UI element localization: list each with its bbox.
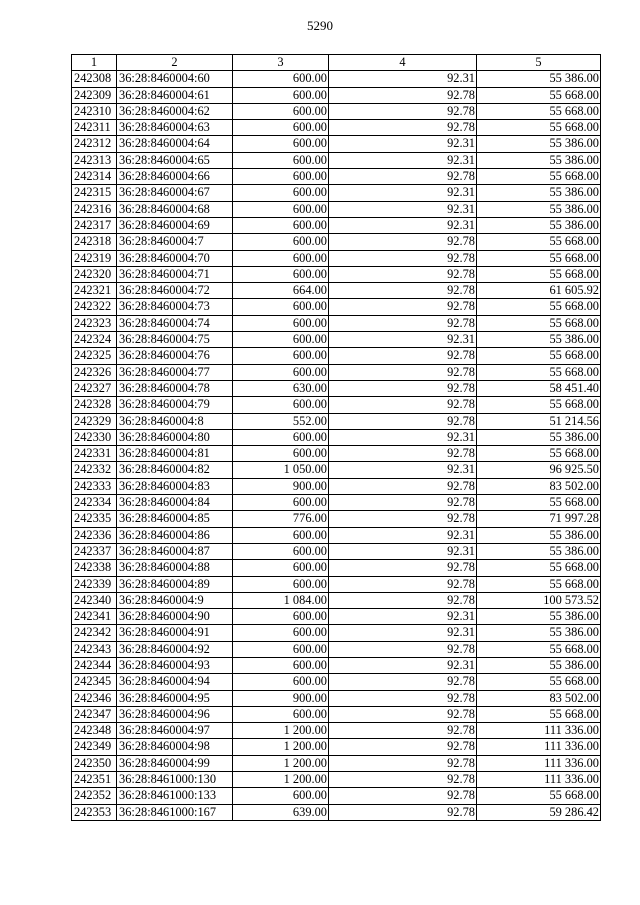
row-number-cell: 242316 bbox=[72, 201, 117, 217]
amount-cell: 55 386.00 bbox=[477, 429, 601, 445]
column-header: 4 bbox=[329, 55, 477, 71]
cadastral-number-cell: 36:28:8460004:99 bbox=[117, 755, 233, 771]
cadastral-number-cell: 36:28:8460004:86 bbox=[117, 527, 233, 543]
amount-cell: 83 502.00 bbox=[477, 690, 601, 706]
area-cell: 600.00 bbox=[233, 641, 329, 657]
area-cell: 600.00 bbox=[233, 169, 329, 185]
cadastral-number-cell: 36:28:8460004:75 bbox=[117, 332, 233, 348]
amount-cell: 55 386.00 bbox=[477, 625, 601, 641]
area-cell: 600.00 bbox=[233, 609, 329, 625]
cadastral-number-cell: 36:28:8460004:98 bbox=[117, 739, 233, 755]
rate-cell: 92.78 bbox=[329, 641, 477, 657]
table-row bbox=[72, 625, 601, 641]
rate-cell: 92.78 bbox=[329, 87, 477, 103]
row-number-cell: 242345 bbox=[72, 674, 117, 690]
rate-cell: 92.78 bbox=[329, 706, 477, 722]
row-number-cell: 242327 bbox=[72, 380, 117, 396]
row-number-cell: 242349 bbox=[72, 739, 117, 755]
rate-cell: 92.31 bbox=[329, 185, 477, 201]
amount-cell: 111 336.00 bbox=[477, 739, 601, 755]
row-number-cell: 242326 bbox=[72, 364, 117, 380]
area-cell: 600.00 bbox=[233, 429, 329, 445]
amount-cell: 71 997.28 bbox=[477, 511, 601, 527]
row-number-cell: 242352 bbox=[72, 788, 117, 804]
area-cell: 600.00 bbox=[233, 446, 329, 462]
amount-cell: 55 386.00 bbox=[477, 217, 601, 233]
cadastral-number-cell: 36:28:8460004:82 bbox=[117, 462, 233, 478]
cadastral-number-cell: 36:28:8460004:62 bbox=[117, 103, 233, 119]
amount-cell: 55 668.00 bbox=[477, 315, 601, 331]
row-number-cell: 242346 bbox=[72, 690, 117, 706]
table-row bbox=[72, 511, 601, 527]
cadastral-number-cell: 36:28:8461000:167 bbox=[117, 804, 233, 820]
amount-cell: 100 573.52 bbox=[477, 592, 601, 608]
cadastral-number-cell: 36:28:8460004:69 bbox=[117, 217, 233, 233]
rate-cell: 92.31 bbox=[329, 625, 477, 641]
cadastral-number-cell: 36:28:8460004:77 bbox=[117, 364, 233, 380]
cadastral-number-cell: 36:28:8460004:94 bbox=[117, 674, 233, 690]
area-cell: 900.00 bbox=[233, 478, 329, 494]
rate-cell: 92.31 bbox=[329, 217, 477, 233]
column-header: 2 bbox=[117, 55, 233, 71]
cadastral-number-cell: 36:28:8460004:76 bbox=[117, 348, 233, 364]
table-row bbox=[72, 380, 601, 396]
table-header-row bbox=[72, 55, 601, 71]
table-row bbox=[72, 462, 601, 478]
row-number-cell: 242353 bbox=[72, 804, 117, 820]
rate-cell: 92.78 bbox=[329, 413, 477, 429]
cadastral-number-cell: 36:28:8461000:130 bbox=[117, 772, 233, 788]
rate-cell: 92.31 bbox=[329, 462, 477, 478]
rate-cell: 92.78 bbox=[329, 576, 477, 592]
rate-cell: 92.78 bbox=[329, 495, 477, 511]
row-number-cell: 242309 bbox=[72, 87, 117, 103]
rate-cell: 92.78 bbox=[329, 723, 477, 739]
cadastral-number-cell: 36:28:8460004:72 bbox=[117, 283, 233, 299]
amount-cell: 55 668.00 bbox=[477, 250, 601, 266]
amount-cell: 55 386.00 bbox=[477, 201, 601, 217]
area-cell: 600.00 bbox=[233, 674, 329, 690]
rate-cell: 92.78 bbox=[329, 234, 477, 250]
cadastral-number-cell: 36:28:8460004:65 bbox=[117, 152, 233, 168]
rate-cell: 92.78 bbox=[329, 348, 477, 364]
area-cell: 552.00 bbox=[233, 413, 329, 429]
rate-cell: 92.78 bbox=[329, 674, 477, 690]
cadastral-number-cell: 36:28:8460004:66 bbox=[117, 169, 233, 185]
row-number-cell: 242329 bbox=[72, 413, 117, 429]
cadastral-number-cell: 36:28:8460004:90 bbox=[117, 609, 233, 625]
table-row bbox=[72, 495, 601, 511]
row-number-cell: 242342 bbox=[72, 625, 117, 641]
cadastral-number-cell: 36:28:8460004:87 bbox=[117, 543, 233, 559]
amount-cell: 55 386.00 bbox=[477, 71, 601, 87]
amount-cell: 55 386.00 bbox=[477, 332, 601, 348]
amount-cell: 55 668.00 bbox=[477, 120, 601, 136]
cadastral-number-cell: 36:28:8460004:93 bbox=[117, 657, 233, 673]
page-number: 5290 bbox=[307, 18, 333, 33]
area-cell: 600.00 bbox=[233, 706, 329, 722]
cadastral-number-cell: 36:28:8460004:7 bbox=[117, 234, 233, 250]
amount-cell: 58 451.40 bbox=[477, 380, 601, 396]
rate-cell: 92.31 bbox=[329, 657, 477, 673]
amount-cell: 55 386.00 bbox=[477, 609, 601, 625]
row-number-cell: 242332 bbox=[72, 462, 117, 478]
rate-cell: 92.31 bbox=[329, 543, 477, 559]
row-number-cell: 242314 bbox=[72, 169, 117, 185]
amount-cell: 55 668.00 bbox=[477, 706, 601, 722]
table-row bbox=[72, 641, 601, 657]
row-number-cell: 242308 bbox=[72, 71, 117, 87]
row-number-cell: 242333 bbox=[72, 478, 117, 494]
area-cell: 600.00 bbox=[233, 543, 329, 559]
amount-cell: 55 668.00 bbox=[477, 495, 601, 511]
row-number-cell: 242350 bbox=[72, 755, 117, 771]
amount-cell: 55 668.00 bbox=[477, 788, 601, 804]
table-row bbox=[72, 103, 601, 119]
rate-cell: 92.31 bbox=[329, 609, 477, 625]
rate-cell: 92.31 bbox=[329, 201, 477, 217]
row-number-cell: 242323 bbox=[72, 315, 117, 331]
area-cell: 600.00 bbox=[233, 560, 329, 576]
table-row bbox=[72, 543, 601, 559]
rate-cell: 92.31 bbox=[329, 152, 477, 168]
table-row bbox=[72, 348, 601, 364]
amount-cell: 96 925.50 bbox=[477, 462, 601, 478]
area-cell: 600.00 bbox=[233, 788, 329, 804]
cadastral-number-cell: 36:28:8461000:133 bbox=[117, 788, 233, 804]
cadastral-number-cell: 36:28:8460004:89 bbox=[117, 576, 233, 592]
area-cell: 600.00 bbox=[233, 234, 329, 250]
column-header: 3 bbox=[233, 55, 329, 71]
table-row bbox=[72, 364, 601, 380]
cadastral-number-cell: 36:28:8460004:64 bbox=[117, 136, 233, 152]
table-row bbox=[72, 169, 601, 185]
table-row bbox=[72, 299, 601, 315]
rate-cell: 92.31 bbox=[329, 71, 477, 87]
row-number-cell: 242336 bbox=[72, 527, 117, 543]
rate-cell: 92.31 bbox=[329, 136, 477, 152]
cadastral-number-cell: 36:28:8460004:67 bbox=[117, 185, 233, 201]
cadastral-number-cell: 36:28:8460004:88 bbox=[117, 560, 233, 576]
row-number-cell: 242340 bbox=[72, 592, 117, 608]
area-cell: 600.00 bbox=[233, 527, 329, 543]
amount-cell: 55 668.00 bbox=[477, 234, 601, 250]
amount-cell: 55 668.00 bbox=[477, 103, 601, 119]
amount-cell: 55 668.00 bbox=[477, 674, 601, 690]
table-row bbox=[72, 315, 601, 331]
row-number-cell: 242315 bbox=[72, 185, 117, 201]
row-number-cell: 242310 bbox=[72, 103, 117, 119]
table-row bbox=[72, 609, 601, 625]
area-cell: 600.00 bbox=[233, 266, 329, 282]
row-number-cell: 242337 bbox=[72, 543, 117, 559]
amount-cell: 55 668.00 bbox=[477, 576, 601, 592]
amount-cell: 55 668.00 bbox=[477, 560, 601, 576]
cadastral-number-cell: 36:28:8460004:81 bbox=[117, 446, 233, 462]
table-row bbox=[72, 152, 601, 168]
row-number-cell: 242311 bbox=[72, 120, 117, 136]
table-row bbox=[72, 234, 601, 250]
table-row bbox=[72, 804, 601, 820]
rate-cell: 92.78 bbox=[329, 266, 477, 282]
cadastral-number-cell: 36:28:8460004:78 bbox=[117, 380, 233, 396]
area-cell: 1 200.00 bbox=[233, 772, 329, 788]
amount-cell: 55 386.00 bbox=[477, 136, 601, 152]
rate-cell: 92.78 bbox=[329, 120, 477, 136]
area-cell: 600.00 bbox=[233, 152, 329, 168]
area-cell: 900.00 bbox=[233, 690, 329, 706]
row-number-cell: 242339 bbox=[72, 576, 117, 592]
cadastral-number-cell: 36:28:8460004:70 bbox=[117, 250, 233, 266]
area-cell: 600.00 bbox=[233, 136, 329, 152]
rate-cell: 92.78 bbox=[329, 804, 477, 820]
table-row bbox=[72, 576, 601, 592]
column-header: 5 bbox=[477, 55, 601, 71]
cadastral-number-cell: 36:28:8460004:68 bbox=[117, 201, 233, 217]
amount-cell: 61 605.92 bbox=[477, 283, 601, 299]
table-row bbox=[72, 217, 601, 233]
table-row bbox=[72, 478, 601, 494]
row-number-cell: 242348 bbox=[72, 723, 117, 739]
row-number-cell: 242351 bbox=[72, 772, 117, 788]
table-row bbox=[72, 592, 601, 608]
area-cell: 1 050.00 bbox=[233, 462, 329, 478]
table-row bbox=[72, 723, 601, 739]
table-row bbox=[72, 527, 601, 543]
cadastral-number-cell: 36:28:8460004:85 bbox=[117, 511, 233, 527]
area-cell: 639.00 bbox=[233, 804, 329, 820]
rate-cell: 92.78 bbox=[329, 592, 477, 608]
table-row bbox=[72, 772, 601, 788]
cadastral-number-cell: 36:28:8460004:97 bbox=[117, 723, 233, 739]
table-row bbox=[72, 788, 601, 804]
row-number-cell: 242335 bbox=[72, 511, 117, 527]
amount-cell: 111 336.00 bbox=[477, 723, 601, 739]
cadastral-number-cell: 36:28:8460004:73 bbox=[117, 299, 233, 315]
table-row bbox=[72, 657, 601, 673]
table-row bbox=[72, 120, 601, 136]
area-cell: 600.00 bbox=[233, 315, 329, 331]
row-number-cell: 242322 bbox=[72, 299, 117, 315]
row-number-cell: 242324 bbox=[72, 332, 117, 348]
table-row bbox=[72, 446, 601, 462]
rate-cell: 92.78 bbox=[329, 103, 477, 119]
rate-cell: 92.78 bbox=[329, 250, 477, 266]
row-number-cell: 242312 bbox=[72, 136, 117, 152]
row-number-cell: 242344 bbox=[72, 657, 117, 673]
amount-cell: 111 336.00 bbox=[477, 772, 601, 788]
area-cell: 600.00 bbox=[233, 299, 329, 315]
row-number-cell: 242313 bbox=[72, 152, 117, 168]
amount-cell: 55 668.00 bbox=[477, 169, 601, 185]
rate-cell: 92.78 bbox=[329, 739, 477, 755]
amount-cell: 55 668.00 bbox=[477, 641, 601, 657]
row-number-cell: 242325 bbox=[72, 348, 117, 364]
cadastral-number-cell: 36:28:8460004:92 bbox=[117, 641, 233, 657]
area-cell: 630.00 bbox=[233, 380, 329, 396]
area-cell: 600.00 bbox=[233, 250, 329, 266]
table-row bbox=[72, 739, 601, 755]
area-cell: 600.00 bbox=[233, 364, 329, 380]
rate-cell: 92.78 bbox=[329, 283, 477, 299]
cadastral-number-cell: 36:28:8460004:9 bbox=[117, 592, 233, 608]
data-table bbox=[71, 54, 601, 821]
area-cell: 600.00 bbox=[233, 625, 329, 641]
area-cell: 600.00 bbox=[233, 103, 329, 119]
cadastral-number-cell: 36:28:8460004:80 bbox=[117, 429, 233, 445]
cadastral-number-cell: 36:28:8460004:71 bbox=[117, 266, 233, 282]
cadastral-number-cell: 36:28:8460004:96 bbox=[117, 706, 233, 722]
cadastral-number-cell: 36:28:8460004:84 bbox=[117, 495, 233, 511]
area-cell: 600.00 bbox=[233, 657, 329, 673]
rate-cell: 92.31 bbox=[329, 527, 477, 543]
amount-cell: 55 386.00 bbox=[477, 543, 601, 559]
table-body bbox=[72, 55, 601, 821]
table-row bbox=[72, 674, 601, 690]
cadastral-number-cell: 36:28:8460004:91 bbox=[117, 625, 233, 641]
amount-cell: 55 668.00 bbox=[477, 397, 601, 413]
table-row bbox=[72, 266, 601, 282]
table-row bbox=[72, 397, 601, 413]
row-number-cell: 242338 bbox=[72, 560, 117, 576]
table-row bbox=[72, 413, 601, 429]
cadastral-number-cell: 36:28:8460004:74 bbox=[117, 315, 233, 331]
table-row bbox=[72, 755, 601, 771]
row-number-cell: 242330 bbox=[72, 429, 117, 445]
rate-cell: 92.78 bbox=[329, 478, 477, 494]
amount-cell: 59 286.42 bbox=[477, 804, 601, 820]
row-number-cell: 242318 bbox=[72, 234, 117, 250]
row-number-cell: 242319 bbox=[72, 250, 117, 266]
table-row bbox=[72, 706, 601, 722]
amount-cell: 55 668.00 bbox=[477, 364, 601, 380]
area-cell: 600.00 bbox=[233, 495, 329, 511]
rate-cell: 92.78 bbox=[329, 755, 477, 771]
area-cell: 600.00 bbox=[233, 71, 329, 87]
row-number-cell: 242317 bbox=[72, 217, 117, 233]
amount-cell: 55 668.00 bbox=[477, 348, 601, 364]
row-number-cell: 242320 bbox=[72, 266, 117, 282]
area-cell: 600.00 bbox=[233, 185, 329, 201]
table-row bbox=[72, 136, 601, 152]
table-row bbox=[72, 283, 601, 299]
cadastral-number-cell: 36:28:8460004:83 bbox=[117, 478, 233, 494]
rate-cell: 92.78 bbox=[329, 690, 477, 706]
area-cell: 1 084.00 bbox=[233, 592, 329, 608]
amount-cell: 51 214.56 bbox=[477, 413, 601, 429]
rate-cell: 92.78 bbox=[329, 772, 477, 788]
table-row bbox=[72, 87, 601, 103]
cadastral-number-cell: 36:28:8460004:61 bbox=[117, 87, 233, 103]
cadastral-number-cell: 36:28:8460004:63 bbox=[117, 120, 233, 136]
rate-cell: 92.78 bbox=[329, 364, 477, 380]
table-row bbox=[72, 560, 601, 576]
area-cell: 776.00 bbox=[233, 511, 329, 527]
row-number-cell: 242334 bbox=[72, 495, 117, 511]
table-row bbox=[72, 429, 601, 445]
area-cell: 600.00 bbox=[233, 87, 329, 103]
area-cell: 600.00 bbox=[233, 397, 329, 413]
cadastral-number-cell: 36:28:8460004:8 bbox=[117, 413, 233, 429]
area-cell: 600.00 bbox=[233, 217, 329, 233]
rate-cell: 92.31 bbox=[329, 332, 477, 348]
table-row bbox=[72, 332, 601, 348]
amount-cell: 55 386.00 bbox=[477, 152, 601, 168]
amount-cell: 55 386.00 bbox=[477, 657, 601, 673]
rate-cell: 92.78 bbox=[329, 299, 477, 315]
table-row bbox=[72, 185, 601, 201]
area-cell: 1 200.00 bbox=[233, 723, 329, 739]
rate-cell: 92.78 bbox=[329, 397, 477, 413]
amount-cell: 55 386.00 bbox=[477, 185, 601, 201]
area-cell: 1 200.00 bbox=[233, 739, 329, 755]
table-row bbox=[72, 250, 601, 266]
rate-cell: 92.78 bbox=[329, 169, 477, 185]
amount-cell: 55 668.00 bbox=[477, 87, 601, 103]
amount-cell: 83 502.00 bbox=[477, 478, 601, 494]
column-header: 1 bbox=[72, 55, 117, 71]
row-number-cell: 242331 bbox=[72, 446, 117, 462]
rate-cell: 92.78 bbox=[329, 446, 477, 462]
area-cell: 664.00 bbox=[233, 283, 329, 299]
amount-cell: 55 386.00 bbox=[477, 527, 601, 543]
cadastral-number-cell: 36:28:8460004:60 bbox=[117, 71, 233, 87]
rate-cell: 92.78 bbox=[329, 315, 477, 331]
area-cell: 600.00 bbox=[233, 120, 329, 136]
row-number-cell: 242343 bbox=[72, 641, 117, 657]
cadastral-number-cell: 36:28:8460004:95 bbox=[117, 690, 233, 706]
row-number-cell: 242328 bbox=[72, 397, 117, 413]
row-number-cell: 242347 bbox=[72, 706, 117, 722]
table-row bbox=[72, 201, 601, 217]
amount-cell: 55 668.00 bbox=[477, 299, 601, 315]
rate-cell: 92.78 bbox=[329, 560, 477, 576]
amount-cell: 111 336.00 bbox=[477, 755, 601, 771]
table-row bbox=[72, 71, 601, 87]
area-cell: 600.00 bbox=[233, 348, 329, 364]
area-cell: 600.00 bbox=[233, 576, 329, 592]
rate-cell: 92.78 bbox=[329, 788, 477, 804]
rate-cell: 92.31 bbox=[329, 429, 477, 445]
cadastral-number-cell: 36:28:8460004:79 bbox=[117, 397, 233, 413]
amount-cell: 55 668.00 bbox=[477, 446, 601, 462]
rate-cell: 92.78 bbox=[329, 380, 477, 396]
area-cell: 600.00 bbox=[233, 332, 329, 348]
amount-cell: 55 668.00 bbox=[477, 266, 601, 282]
table-row bbox=[72, 690, 601, 706]
area-cell: 600.00 bbox=[233, 201, 329, 217]
row-number-cell: 242341 bbox=[72, 609, 117, 625]
row-number-cell: 242321 bbox=[72, 283, 117, 299]
area-cell: 1 200.00 bbox=[233, 755, 329, 771]
rate-cell: 92.78 bbox=[329, 511, 477, 527]
